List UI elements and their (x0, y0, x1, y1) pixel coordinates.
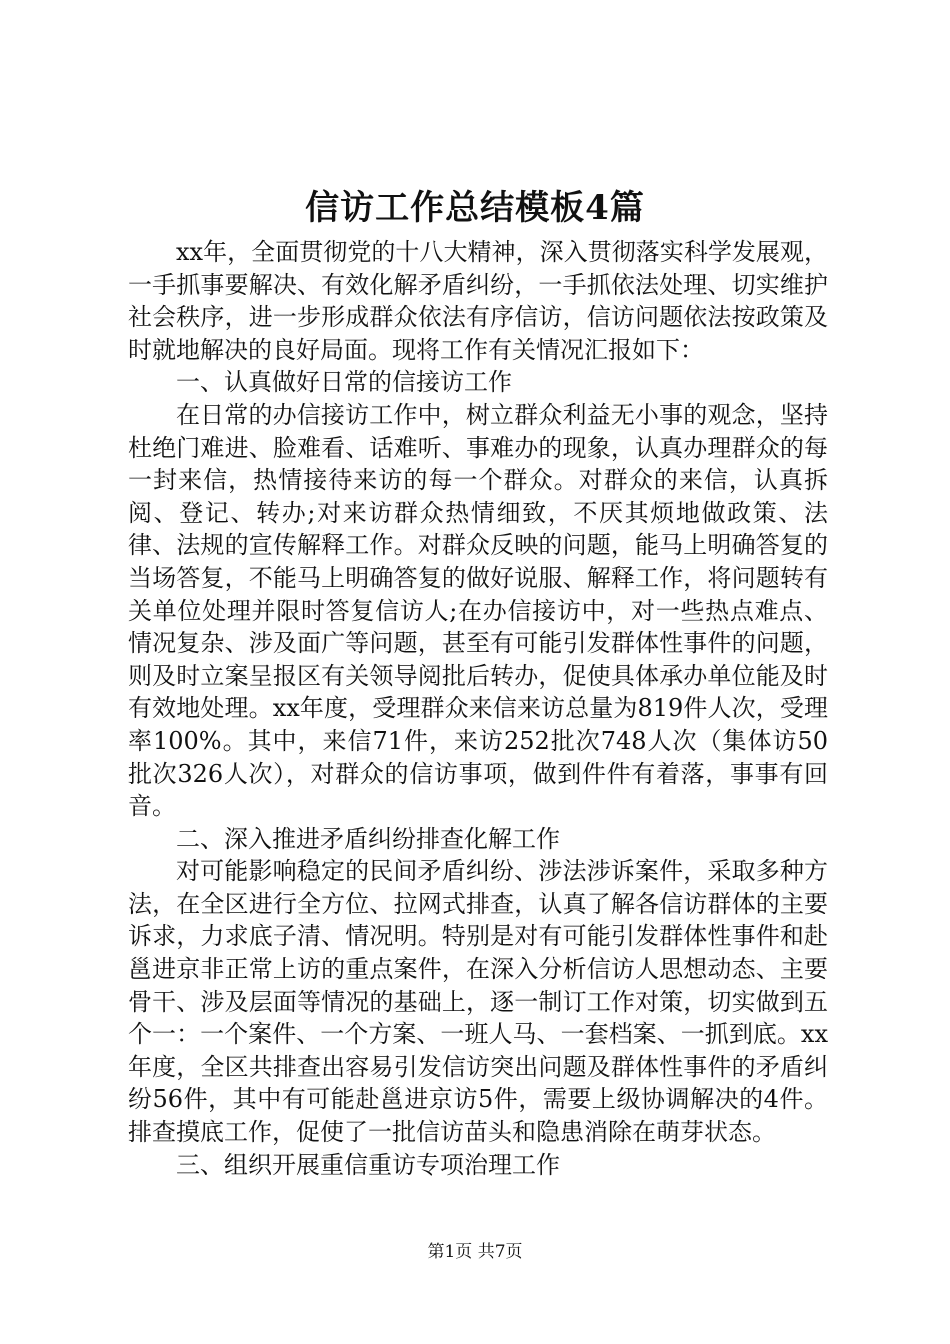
section-heading-2: 二、深入推进矛盾纠纷排查化解工作 (176, 824, 560, 853)
page-footer: 第1页 共7页 (427, 1242, 523, 1262)
section-heading-1: 一、认真做好日常的信接访工作 (176, 368, 512, 397)
document-title: 信访工作总结模板4篇 (305, 188, 645, 228)
intro-paragraph: xx年，全面贯彻党的十八大精神，深入贯彻落实科学发展观，一手抓事要解决、有效化解矛盾纠纷，一手抓依法处理、切实维护社会秩序，进一步形成群众依法有序信访，信访问题依法按政策及时就地解决的良好局面。现将工作有关情况汇报如下： (128, 238, 828, 364)
section-heading-3: 三、组织开展重信重访专项治理工作 (176, 1150, 560, 1179)
section-paragraph-2: 对可能影响稳定的民间矛盾纠纷、涉法涉诉案件，采取多种方法，在全区进行全方位、拉网式排查，认真了解各信访群体的主要诉求，力求底子清、情况明。特别是对有可能引发群体性事件和赴邕进京非正常上访的重点案件，在深入分析信访人思想动态、主要骨干、涉及层面等情况的基础上，逐一制订工作对策，切实做到五个一：一个案件、一个方案、一班人马、一套档案、一抓到底。xx年度，全区共排查出容易引发信访突出问题及群体性事件的矛盾纠纷56件，其中有可能赴邕进京访5件，需要上级协调解决的4件。排查摸底工作，促使了一批信访苗头和隐患消除在萌芽状态。 (128, 857, 828, 1147)
document-body (128, 236, 828, 1181)
section-paragraph-1: 在日常的办信接访工作中，树立群众利益无小事的观念，坚持杜绝门难进、脸难看、话难听、事难办的现象，认真办理群众的每一封来信，热情接待来访的每一个群众。对群众的来信，认真拆阅、登记、转办;对来访群众热情细致，不厌其烦地做政策、法律、法规的宣传解释工作。对群众反映的问题，能马上明确答复的当场答复，不能马上明确答复的做好说服、解释工作，将问题转有关单位处理并限时答复信访人;在办信接访中，对一些热点难点、情况复杂、涉及面广等问题，甚至有可能引发群体性事件的问题，则及时立案呈报区有关领导阅批后转办，促使具体承办单位能及时有效地处理。xx年度，受理群众来信来访总量为819件人次，受理率100%。其中，来信71件，来访252批次748人次（集体访50批次326人次），对群众的信访事项，做到件件有着落，事事有回音。 (128, 400, 828, 821)
